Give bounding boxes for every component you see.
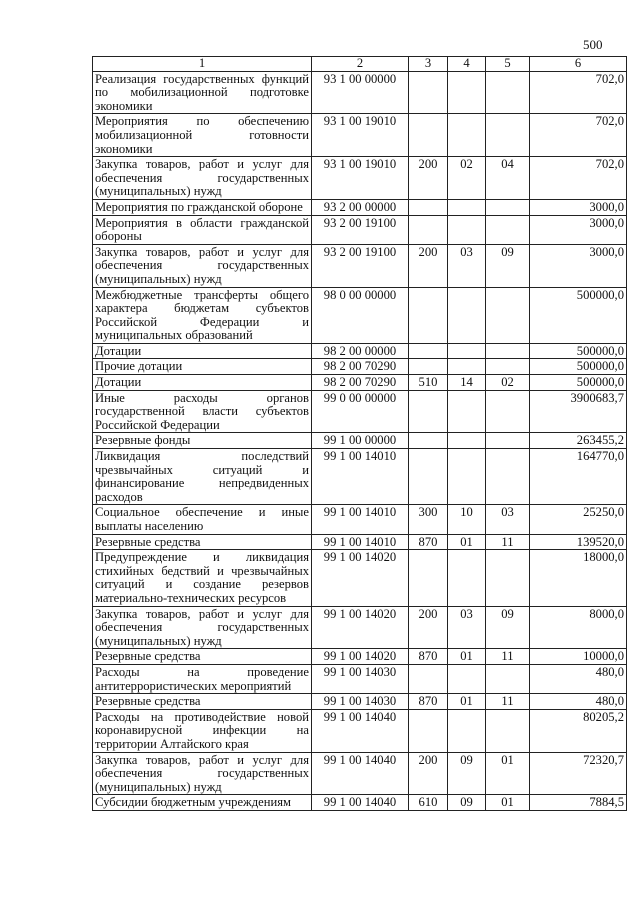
row-col4-cell: 01: [448, 649, 486, 665]
row-amount-cell: 80205,2: [530, 709, 627, 752]
budget-table: [92, 56, 627, 811]
row-name-cell: Мероприятия в области гражданской обороны: [93, 215, 312, 244]
table-row: [93, 606, 627, 649]
row-col5-cell: [486, 114, 530, 157]
row-amount-cell: 500000,0: [530, 287, 627, 343]
row-col3-cell: 200: [409, 606, 448, 649]
row-col4-cell: 10: [448, 505, 486, 534]
row-col4-cell: [448, 449, 486, 505]
row-code-cell: 93 2 00 19100: [312, 215, 409, 244]
row-name-cell: Ликвидация последствий чрезвычайных ситуаций и финансирование непредвиденных расходов: [93, 449, 312, 505]
row-name-cell: Межбюджетные трансферты общего характера бюджетам субъектов Российской Федерации и муниципальных образований: [93, 287, 312, 343]
row-code-cell: 99 1 00 14030: [312, 664, 409, 693]
row-col3-cell: 300: [409, 505, 448, 534]
row-col5-cell: 01: [486, 752, 530, 795]
row-col5-cell: [486, 709, 530, 752]
row-name-cell: Социальное обеспечение и иные выплаты населению: [93, 505, 312, 534]
row-amount-cell: 139520,0: [530, 534, 627, 550]
row-col5-cell: [486, 664, 530, 693]
row-name-cell: Расходы на противодействие новой коронавирусной инфекции на территории Алтайского края: [93, 709, 312, 752]
row-amount-cell: 25250,0: [530, 505, 627, 534]
row-col3-cell: [409, 199, 448, 215]
row-col3-cell: [409, 709, 448, 752]
row-col3-cell: [409, 71, 448, 114]
row-code-cell: 99 1 00 00000: [312, 433, 409, 449]
row-amount-cell: 702,0: [530, 114, 627, 157]
row-name-cell: Реализация государственных функций по мобилизационной подготовке экономики: [93, 71, 312, 114]
row-amount-cell: 500000,0: [530, 343, 627, 359]
row-col4-cell: [448, 215, 486, 244]
row-name-cell: Закупка товаров, работ и услуг для обеспечения государственных (муниципальных) нужд: [93, 157, 312, 200]
row-code-cell: 99 1 00 14040: [312, 752, 409, 795]
row-name-cell: Закупка товаров, работ и услуг для обеспечения государственных (муниципальных) нужд: [93, 606, 312, 649]
row-amount-cell: 500000,0: [530, 359, 627, 375]
row-col4-cell: [448, 550, 486, 606]
table-row: [93, 343, 627, 359]
row-col5-cell: 09: [486, 606, 530, 649]
table-row: [93, 71, 627, 114]
row-col3-cell: 200: [409, 244, 448, 287]
row-col5-cell: [486, 359, 530, 375]
row-name-cell: Резервные средства: [93, 534, 312, 550]
row-amount-cell: 72320,7: [530, 752, 627, 795]
row-amount-cell: 164770,0: [530, 449, 627, 505]
row-code-cell: 99 0 00 00000: [312, 390, 409, 433]
table-row: [93, 664, 627, 693]
row-col5-cell: 09: [486, 244, 530, 287]
row-col5-cell: [486, 199, 530, 215]
table-row: [93, 449, 627, 505]
header-col-4: 4: [448, 57, 486, 72]
table-header-row: [93, 57, 627, 72]
row-col3-cell: 870: [409, 534, 448, 550]
row-col5-cell: 02: [486, 375, 530, 391]
row-code-cell: 99 1 00 14020: [312, 550, 409, 606]
row-amount-cell: 10000,0: [530, 649, 627, 665]
page-number: 500: [583, 37, 603, 52]
row-col5-cell: 04: [486, 157, 530, 200]
row-col3-cell: [409, 664, 448, 693]
row-amount-cell: 702,0: [530, 157, 627, 200]
table-row: [93, 709, 627, 752]
row-name-cell: Расходы на проведение антитеррористических мероприятий: [93, 664, 312, 693]
row-col3-cell: 870: [409, 649, 448, 665]
table-row: [93, 199, 627, 215]
row-col5-cell: 03: [486, 505, 530, 534]
table-row: [93, 390, 627, 433]
row-code-cell: 99 1 00 14040: [312, 709, 409, 752]
row-col3-cell: [409, 550, 448, 606]
row-name-cell: Прочие дотации: [93, 359, 312, 375]
row-code-cell: 98 2 00 00000: [312, 343, 409, 359]
row-col3-cell: [409, 390, 448, 433]
row-code-cell: 99 1 00 14010: [312, 505, 409, 534]
table-row: [93, 244, 627, 287]
row-amount-cell: 8000,0: [530, 606, 627, 649]
row-col3-cell: [409, 114, 448, 157]
row-col5-cell: [486, 449, 530, 505]
row-col3-cell: 610: [409, 795, 448, 811]
row-name-cell: Закупка товаров, работ и услуг для обеспечения государственных (муниципальных) нужд: [93, 752, 312, 795]
row-col5-cell: 11: [486, 694, 530, 710]
header-col-6: 6: [530, 57, 627, 72]
row-col3-cell: [409, 433, 448, 449]
row-name-cell: Иные расходы органов государственной власти субъектов Российской Федерации: [93, 390, 312, 433]
row-amount-cell: 3000,0: [530, 215, 627, 244]
row-code-cell: 99 1 00 14010: [312, 534, 409, 550]
row-col3-cell: [409, 359, 448, 375]
row-col3-cell: [409, 215, 448, 244]
row-amount-cell: 7884,5: [530, 795, 627, 811]
row-name-cell: Предупреждение и ликвидация стихийных бедствий и чрезвычайных ситуаций и создание резервов материально-технических ресурсов: [93, 550, 312, 606]
table-row: [93, 359, 627, 375]
row-code-cell: 99 1 00 14030: [312, 694, 409, 710]
row-code-cell: 98 2 00 70290: [312, 375, 409, 391]
row-col5-cell: [486, 215, 530, 244]
row-col4-cell: 01: [448, 534, 486, 550]
row-name-cell: Мероприятия по гражданской обороне: [93, 199, 312, 215]
table-row: [93, 375, 627, 391]
row-code-cell: 98 2 00 70290: [312, 359, 409, 375]
row-amount-cell: 480,0: [530, 664, 627, 693]
row-col4-cell: 14: [448, 375, 486, 391]
row-code-cell: 99 1 00 14040: [312, 795, 409, 811]
row-col4-cell: 09: [448, 752, 486, 795]
row-name-cell: Резервные средства: [93, 694, 312, 710]
row-col5-cell: [486, 287, 530, 343]
row-col5-cell: 11: [486, 534, 530, 550]
row-code-cell: 98 0 00 00000: [312, 287, 409, 343]
row-col4-cell: 09: [448, 795, 486, 811]
row-amount-cell: 3900683,7: [530, 390, 627, 433]
row-col5-cell: [486, 550, 530, 606]
row-amount-cell: 18000,0: [530, 550, 627, 606]
row-amount-cell: 702,0: [530, 71, 627, 114]
row-code-cell: 99 1 00 14010: [312, 449, 409, 505]
table-row: [93, 114, 627, 157]
row-name-cell: Резервные средства: [93, 649, 312, 665]
table-row: [93, 795, 627, 811]
table-row: [93, 287, 627, 343]
row-name-cell: Дотации: [93, 343, 312, 359]
row-name-cell: Закупка товаров, работ и услуг для обеспечения государственных (муниципальных) нужд: [93, 244, 312, 287]
table-row: [93, 694, 627, 710]
row-amount-cell: 500000,0: [530, 375, 627, 391]
row-name-cell: Мероприятия по обеспечению мобилизационной готовности экономики: [93, 114, 312, 157]
row-col4-cell: [448, 709, 486, 752]
row-col4-cell: 03: [448, 244, 486, 287]
row-col3-cell: [409, 449, 448, 505]
row-amount-cell: 263455,2: [530, 433, 627, 449]
table-row: [93, 505, 627, 534]
row-code-cell: 93 1 00 19010: [312, 114, 409, 157]
row-col4-cell: [448, 71, 486, 114]
row-code-cell: 93 1 00 00000: [312, 71, 409, 114]
row-col4-cell: [448, 390, 486, 433]
row-col4-cell: [448, 359, 486, 375]
row-name-cell: Резервные фонды: [93, 433, 312, 449]
row-name-cell: Субсидии бюджетным учреждениям: [93, 795, 312, 811]
row-amount-cell: 3000,0: [530, 244, 627, 287]
header-col-3: 3: [409, 57, 448, 72]
row-col5-cell: [486, 433, 530, 449]
row-col3-cell: [409, 343, 448, 359]
row-col5-cell: [486, 71, 530, 114]
table-row: [93, 534, 627, 550]
row-code-cell: 93 2 00 19100: [312, 244, 409, 287]
row-col3-cell: 510: [409, 375, 448, 391]
row-col4-cell: [448, 114, 486, 157]
row-col4-cell: [448, 287, 486, 343]
header-col-1: 1: [93, 57, 312, 72]
row-col3-cell: 200: [409, 157, 448, 200]
row-col5-cell: 01: [486, 795, 530, 811]
table-row: [93, 157, 627, 200]
table-row: [93, 649, 627, 665]
row-col3-cell: [409, 287, 448, 343]
row-col4-cell: 01: [448, 694, 486, 710]
row-col5-cell: [486, 390, 530, 433]
row-code-cell: 93 1 00 19010: [312, 157, 409, 200]
row-col4-cell: 02: [448, 157, 486, 200]
table-row: [93, 215, 627, 244]
row-col4-cell: 03: [448, 606, 486, 649]
row-col4-cell: [448, 199, 486, 215]
row-code-cell: 99 1 00 14020: [312, 649, 409, 665]
header-col-5: 5: [486, 57, 530, 72]
row-name-cell: Дотации: [93, 375, 312, 391]
row-col3-cell: 870: [409, 694, 448, 710]
row-amount-cell: 3000,0: [530, 199, 627, 215]
row-col4-cell: [448, 433, 486, 449]
row-code-cell: 93 2 00 00000: [312, 199, 409, 215]
row-amount-cell: 480,0: [530, 694, 627, 710]
header-col-2: 2: [312, 57, 409, 72]
table-row: [93, 550, 627, 606]
table-row: [93, 752, 627, 795]
row-col4-cell: [448, 664, 486, 693]
row-col5-cell: [486, 343, 530, 359]
table-row: [93, 433, 627, 449]
row-col5-cell: 11: [486, 649, 530, 665]
row-code-cell: 99 1 00 14020: [312, 606, 409, 649]
row-col4-cell: [448, 343, 486, 359]
row-col3-cell: 200: [409, 752, 448, 795]
